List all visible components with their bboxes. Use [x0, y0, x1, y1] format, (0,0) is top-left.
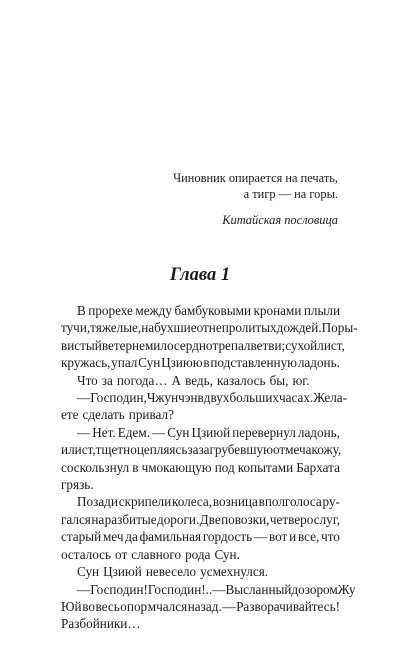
- word: Господин!..: [147, 581, 213, 597]
- word: цепляясь: [136, 442, 188, 458]
- word: в: [132, 459, 139, 475]
- text-line: [61, 459, 340, 476]
- word: от: [196, 320, 209, 336]
- word: —: [77, 390, 91, 406]
- word: возница: [212, 494, 258, 510]
- word: грязь.: [61, 477, 94, 493]
- text-line: [61, 389, 348, 406]
- word: —: [77, 581, 91, 597]
- word: Юй: [61, 598, 82, 614]
- word: двух: [203, 390, 230, 406]
- word: усмехнулся.: [200, 564, 269, 580]
- word: загрубевшую: [198, 442, 273, 458]
- word: —: [77, 424, 91, 440]
- word: Что: [77, 372, 98, 388]
- word: чмокающую: [141, 459, 212, 475]
- word: Сун: [77, 564, 100, 580]
- word: Цзиюю: [161, 355, 203, 371]
- word: старый: [61, 529, 102, 545]
- word: Разбойники…: [61, 616, 141, 632]
- word: трепал: [212, 337, 251, 353]
- word: все,: [297, 529, 320, 545]
- word: ру-: [322, 494, 340, 510]
- word: кожу,: [311, 442, 342, 458]
- word: Поры-: [321, 320, 358, 336]
- word: перевернул: [232, 424, 296, 440]
- word: вистый: [61, 337, 102, 353]
- text-line: [61, 546, 340, 563]
- word: в: [203, 355, 210, 371]
- word: под: [214, 459, 235, 475]
- word: Две: [199, 511, 221, 527]
- word: кронами: [253, 303, 302, 318]
- word: Высланный: [225, 581, 292, 597]
- word: назад.: [187, 598, 222, 614]
- word: фамильная: [139, 529, 202, 545]
- word: копытами: [237, 459, 294, 475]
- word: лист,: [68, 442, 96, 458]
- word: ветви;: [250, 337, 286, 353]
- word: Цзиюй: [191, 424, 231, 440]
- word: во: [82, 598, 95, 614]
- word: и: [289, 529, 297, 545]
- word: тщетно: [95, 442, 137, 458]
- word: —: [253, 529, 268, 545]
- word: —: [212, 581, 226, 597]
- text-line: [61, 511, 340, 528]
- word: вполголоса: [258, 494, 322, 510]
- word: Жу: [337, 581, 356, 597]
- word: Жела-: [313, 390, 348, 406]
- word: дождей.: [276, 320, 322, 336]
- word: Цзиюй: [103, 564, 142, 580]
- word: больших: [229, 390, 279, 406]
- word: слуг,: [313, 511, 340, 527]
- word: В: [77, 303, 86, 318]
- word: да: [125, 529, 138, 545]
- word: повозки,: [221, 511, 270, 527]
- word: в: [197, 390, 204, 406]
- text-line: [61, 528, 340, 545]
- word: сухой: [285, 337, 318, 353]
- word: бамбуковыми: [174, 303, 251, 318]
- word: гордость: [202, 529, 253, 545]
- word: подставленную: [210, 355, 298, 371]
- word: Разворачивайтесь!: [236, 598, 340, 614]
- word: Господин,: [90, 390, 147, 406]
- word: гался: [61, 511, 91, 527]
- word: от: [272, 442, 286, 458]
- word: дозором: [291, 581, 338, 597]
- text-line: [61, 598, 340, 615]
- word: меч: [102, 529, 124, 545]
- word: ветер: [101, 337, 133, 353]
- word: славного: [131, 546, 182, 562]
- word: ладонь.: [297, 355, 340, 371]
- word: лист,: [317, 337, 345, 353]
- word: тучи,: [61, 320, 91, 336]
- text-line: [61, 493, 340, 510]
- word: вот: [268, 529, 288, 545]
- word: упал: [111, 355, 138, 371]
- word: соскользнул: [61, 459, 130, 475]
- word: Чжунчэн: [146, 390, 198, 406]
- word: от: [115, 546, 128, 562]
- word: плыли: [303, 303, 340, 318]
- word: меча: [285, 442, 312, 458]
- word: ведь,: [185, 372, 213, 388]
- word: сделать: [82, 407, 125, 423]
- word: осталось: [61, 546, 112, 562]
- text-line: [61, 563, 340, 580]
- word: и: [61, 442, 69, 458]
- word: опор: [120, 598, 148, 614]
- word: непролитых: [208, 320, 277, 336]
- word: Бархата: [296, 459, 340, 475]
- word: —: [222, 598, 236, 614]
- text-line: [61, 319, 358, 336]
- text-line: [61, 337, 345, 354]
- word: часах.: [278, 390, 314, 406]
- epigraph: [173, 170, 338, 228]
- word: казалось: [216, 372, 266, 388]
- word: Позади: [77, 494, 118, 510]
- word: что: [321, 529, 340, 545]
- word: —: [152, 424, 166, 440]
- word: бы,: [269, 372, 289, 388]
- word: Сун.: [214, 546, 240, 562]
- word: ете: [61, 407, 79, 423]
- word: на: [91, 511, 105, 527]
- word: за: [187, 442, 199, 458]
- word: четверо: [269, 511, 314, 527]
- text-line: [61, 302, 340, 319]
- text-line: [61, 372, 340, 389]
- text-line: [61, 581, 356, 598]
- word: кружась,: [61, 355, 111, 371]
- text-line: [61, 406, 340, 423]
- epigraph-attribution: Китайская пословица: [222, 213, 338, 227]
- word: ладонь,: [297, 424, 340, 440]
- epigraph-line: а тигр — на горы.: [243, 187, 338, 201]
- text-line: [61, 354, 340, 371]
- word: невесело: [145, 564, 197, 580]
- word: весь: [95, 598, 120, 614]
- word: немилосердно: [132, 337, 213, 353]
- text-line: [61, 441, 340, 458]
- word: за: [101, 372, 113, 388]
- word: Сун: [167, 424, 190, 440]
- word: рода: [185, 546, 211, 562]
- chapter-body-text: [61, 302, 358, 633]
- word: Едем.: [117, 424, 150, 440]
- word: привал?: [128, 407, 174, 423]
- chapter-title: Глава 1: [169, 265, 231, 285]
- word: мчался: [147, 598, 188, 614]
- word: погода…: [116, 372, 168, 388]
- word: разбитые: [104, 511, 157, 527]
- word: между: [135, 303, 172, 318]
- word: набухшие: [141, 320, 197, 336]
- text-line: [61, 424, 340, 441]
- word: скрипели: [118, 494, 172, 510]
- word: юг.: [292, 372, 310, 388]
- word: колеса,: [171, 494, 213, 510]
- word: А: [171, 372, 182, 388]
- word: дороги.: [156, 511, 200, 527]
- text-line: [61, 615, 340, 632]
- word: прорехе: [88, 303, 133, 318]
- word: Господин!: [90, 581, 148, 597]
- word: тяжелые,: [90, 320, 142, 336]
- text-line: [61, 476, 340, 493]
- epigraph-line: Чиновник опирается на печать,: [173, 171, 338, 185]
- word: Сун: [138, 355, 161, 371]
- word: Нет.: [92, 424, 116, 440]
